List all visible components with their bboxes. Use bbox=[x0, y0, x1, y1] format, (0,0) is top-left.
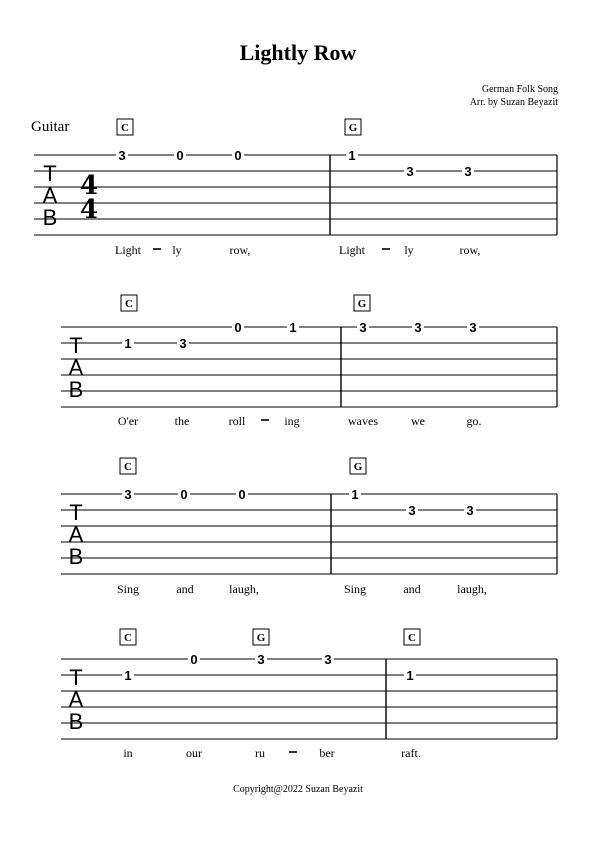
lyric-syllable: row, bbox=[229, 243, 251, 257]
fret-number: 3 bbox=[406, 164, 414, 179]
tab-clef-letter: A bbox=[42, 183, 58, 208]
tab-clef-letter: T bbox=[69, 665, 83, 690]
lyric-syllable: waves bbox=[348, 414, 378, 428]
fret-number: 3 bbox=[464, 164, 472, 179]
lyric-syllable: ing bbox=[284, 414, 300, 428]
fret-number: 1 bbox=[124, 336, 132, 351]
tab-clef-letter: T bbox=[69, 500, 83, 525]
lyric-syllable: and bbox=[176, 582, 194, 596]
chord-symbol: G bbox=[353, 461, 363, 473]
lyric-syllable: ber bbox=[319, 746, 335, 760]
arranger-credit: Arr. by Suzan Beyazit bbox=[469, 97, 558, 108]
fret-number: 3 bbox=[118, 148, 126, 163]
lyric-syllable: we bbox=[411, 414, 425, 428]
time-signature-denominator: 4 bbox=[79, 195, 99, 225]
chord-symbol: G bbox=[348, 122, 358, 134]
fret-number: 0 bbox=[176, 148, 184, 163]
lyric-syllable: raft. bbox=[401, 746, 421, 760]
instrument-label: Guitar bbox=[31, 119, 70, 135]
tab-clef-letter: B bbox=[42, 205, 58, 230]
tab-clef-letter: T bbox=[43, 161, 57, 186]
tab-clef-letter: T bbox=[69, 333, 83, 358]
lyric-syllable: Sing bbox=[343, 582, 367, 596]
chord-symbol: C bbox=[124, 632, 132, 644]
lyric-syllable: our bbox=[186, 746, 202, 760]
fret-number: 1 bbox=[351, 487, 359, 502]
lyric-syllable: Sing bbox=[116, 582, 140, 596]
copyright-notice: Copyright@2022 Suzan Beyazit bbox=[233, 784, 363, 795]
fret-number: 1 bbox=[406, 668, 414, 683]
lyric-syllable: Light bbox=[339, 243, 365, 257]
lyric-syllable: ru bbox=[255, 746, 265, 760]
chord-symbol: C bbox=[408, 632, 416, 644]
fret-number: 3 bbox=[414, 320, 422, 335]
tab-clef-letter: B bbox=[68, 709, 84, 734]
fret-number: 1 bbox=[289, 320, 297, 335]
lyric-syllable: O'er bbox=[117, 414, 139, 428]
tab-clef-letter: A bbox=[68, 355, 84, 380]
page-title: Lightly Row bbox=[239, 40, 357, 65]
tab-clef-letter: B bbox=[68, 544, 84, 569]
fret-number: 3 bbox=[359, 320, 367, 335]
tab-clef-letter: A bbox=[68, 687, 84, 712]
fret-number: 3 bbox=[124, 487, 132, 502]
composer-credit: German Folk Song bbox=[481, 84, 558, 95]
lyric-syllable: laugh, bbox=[229, 582, 259, 596]
lyric-syllable: roll bbox=[228, 414, 246, 428]
lyric-syllable: in bbox=[123, 746, 133, 760]
lyric-syllable: Light bbox=[115, 243, 141, 257]
fret-number: 0 bbox=[190, 652, 198, 667]
fret-number: 1 bbox=[124, 668, 132, 683]
lyric-syllable: row, bbox=[459, 243, 481, 257]
lyric-syllable: laugh, bbox=[457, 582, 487, 596]
chord-symbol: G bbox=[256, 632, 266, 644]
chord-symbol: C bbox=[125, 298, 133, 310]
lyric-syllable: go. bbox=[466, 414, 482, 428]
chord-symbol: C bbox=[121, 122, 129, 134]
tab-clef-letter: A bbox=[68, 522, 84, 547]
fret-number: 3 bbox=[324, 652, 332, 667]
lyric-syllable: ly bbox=[404, 243, 414, 257]
fret-number: 0 bbox=[234, 148, 242, 163]
fret-number: 0 bbox=[238, 487, 246, 502]
fret-number: 3 bbox=[257, 652, 265, 667]
fret-number: 3 bbox=[408, 503, 416, 518]
chord-symbol: C bbox=[124, 461, 132, 473]
fret-number: 3 bbox=[179, 336, 187, 351]
fret-number: 3 bbox=[469, 320, 477, 335]
tab-clef-letter: B bbox=[68, 377, 84, 402]
fret-number: 0 bbox=[234, 320, 242, 335]
fret-number: 1 bbox=[348, 148, 356, 163]
fret-number: 3 bbox=[466, 503, 474, 518]
chord-symbol: G bbox=[357, 298, 367, 310]
time-signature-numerator: 4 bbox=[79, 171, 99, 201]
fret-number: 0 bbox=[180, 487, 188, 502]
lyric-syllable: ly bbox=[172, 243, 182, 257]
lyric-syllable: the bbox=[174, 414, 190, 428]
lyric-syllable: and bbox=[403, 582, 421, 596]
